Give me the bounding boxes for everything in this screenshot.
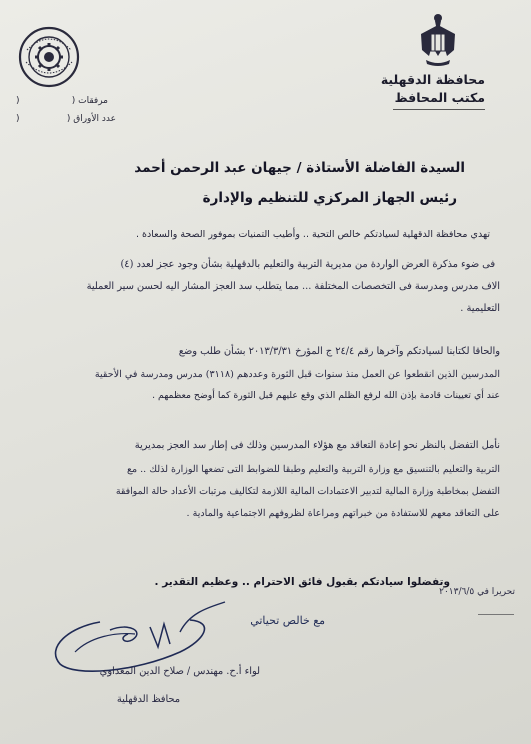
paragraph-2-line-2: المدرسين الذين انقطعوا عن العمل منذ سنوات قبل الثورة وعددهم (٣١١٨) مدرس ومدرسة في الأحقية — [94, 369, 500, 380]
paragraph-2-line-3: عند أي تعيينات قادمة بإذن الله لرفع الظلم الذي وقع عليهم قبل الثورة كما أوضح معظمهم . — [152, 390, 500, 401]
pages-label: عدد الأوراق ( — [66, 114, 116, 124]
margin-note: مع خالص تحياتي — [250, 614, 325, 627]
greeting-line: تهدي محافظة الدقهلية لسيادتكم خالص التحية .. وأطيب التمنيات بموفور الصحة والسعادة . — [135, 229, 490, 240]
stamp-mark — [478, 604, 514, 615]
eagle-emblem — [418, 10, 458, 68]
header-rule — [393, 109, 485, 110]
pages-close: ) — [16, 114, 20, 124]
closing-line: وتفضلوا سيادتكم بقبول فائق الاحترام .. وعظيم التقدير . — [154, 576, 450, 588]
paragraph-1-line-2: الاف مدرس ومدرسة فى التخصصات المختلفة ... مما يتطلب سد العجز المشار اليه لحسن سير العملية — [86, 281, 500, 292]
paragraph-3-line-3: التفضل بمخاطبة وزارة المالية لتدبير الاعتمادات المالية اللازمة لتكاليف مرتبات الأعداد حالة الموافقة — [115, 486, 500, 497]
paragraph-3-line-2: التربية والتعليم بالتنسيق مع وزارة التربية والتعليم وطبقا للضوابط التى تضعها الوزارة لذلك .. مع — [127, 464, 500, 475]
seal-icon — [18, 26, 80, 88]
pages-row — [16, 114, 116, 128]
date-note: تحريرا في ٢٠١٣/٦/٥ — [439, 587, 515, 597]
eagle-icon — [418, 10, 458, 68]
attachments-label: مرفقات ( — [71, 96, 108, 106]
addressee-title: رئيس الجهاز المركزي للتنظيم والإدارة — [202, 190, 457, 206]
signatory-name: لواء أ.ح. مهندس / صلاح الدين المعداوي — [99, 666, 260, 677]
governorate-seal — [18, 26, 80, 88]
paragraph-1-line-3: التعليمية . — [460, 303, 500, 314]
paragraph-2-line-1: والحاقا لكتابنا لسيادتكم وآخرها رقم ٢٤/٤ ج المؤرخ ٢٠١٣/٣/٣١ بشأن طلب وضع — [178, 346, 500, 357]
attachments-row — [16, 96, 108, 110]
office-name: مكتب المحافظ — [394, 90, 485, 105]
attachments-close: ) — [16, 96, 20, 106]
paragraph-3-line-4: على التعاقد معهم للاستفادة من خبراتهم ومراعاة لظروفهم الاجتماعية والمادية . — [186, 508, 500, 519]
paragraph-1-line-1: فى ضوء مذكرة العرض الواردة من مديرية التربية والتعليم بالدقهلية بشأن وجود عجز لعدد (٤) — [120, 259, 495, 270]
addressee-name: السيدة الفاضلة الأستاذة / جيهان عبد الرحمن أحمد — [134, 160, 465, 176]
paragraph-3-line-1: نأمل التفضل بالنظر نحو إعادة التعاقد مع هؤلاء المدرسين وذلك فى إطار سد العجز بمديرية — [134, 440, 500, 451]
governorate-name: محافظة الدقهلية — [380, 72, 485, 87]
signatory-title: محافظ الدقهلية — [116, 694, 180, 705]
